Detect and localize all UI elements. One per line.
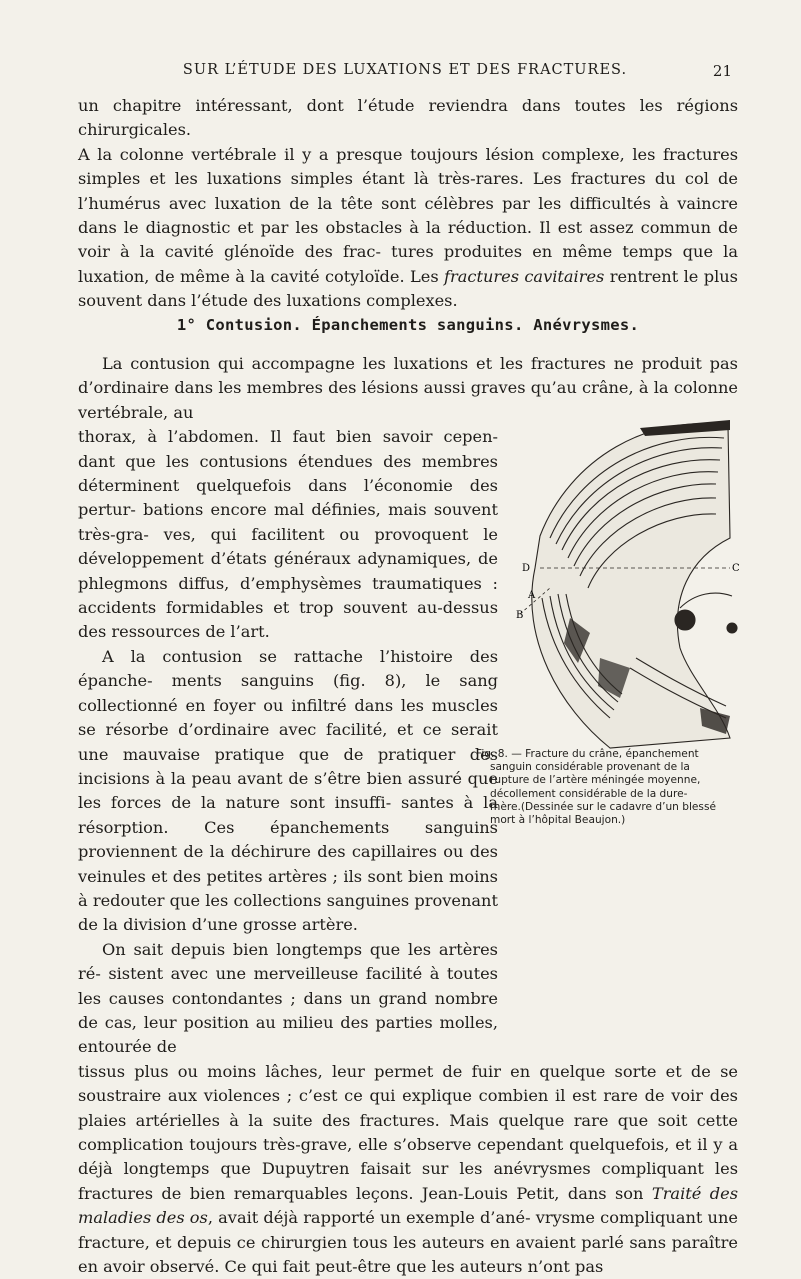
p4-narrow-1: On sait depuis bien longtemps que les artères ré- bbox=[78, 939, 498, 984]
p3-line-1: A la contusion se rattache l’histoire des épanche- bbox=[78, 646, 498, 691]
running-head bbox=[78, 62, 732, 86]
p2-line-1: La contusion qui accompagne les luxations et les fractures ne produit pas d’ordinaire bbox=[78, 354, 738, 398]
p4-full-5: sur les anévrysmes compliquant les fractures de bien remarquables leçons. Jean-Louis bbox=[78, 1159, 738, 1203]
paragraph-body bbox=[78, 143, 738, 314]
p4-final-2: parlé sans paraître en avoir observé. Ce qui fait peut-être que les auteurs n’ont pas bbox=[78, 1232, 738, 1277]
line-7: rentrent le plus souvent dans l’étude des luxations complexes. bbox=[78, 266, 738, 311]
section-heading: 1° Contusion. Épanchements sanguins. Anévrysmes. bbox=[176, 316, 640, 334]
p3-line-7: santes à la résorption. Ces épanchements sanguins bbox=[78, 793, 498, 837]
p3-line-5: pratiquer des incisions à la peau avant de s’être bbox=[78, 744, 498, 788]
p3-line-3: ou infiltré dans les muscles se résorbe d’ordinaire avec bbox=[78, 695, 498, 740]
p2-narrow-7: d’emphysèmes traumatiques : accidents formidables bbox=[78, 573, 498, 618]
p2-narrow-3: déterminent quelquefois dans l’économie des pertur- bbox=[78, 476, 498, 520]
caption-line-2: rupture de l’artère méningée moyenne, bbox=[490, 774, 701, 787]
p2-narrow-1: thorax, à l’abdomen. Il faut bien savoir cepen- bbox=[78, 427, 498, 447]
caption-title: Fig. 8. — Fracture du crâne, épanchement bbox=[476, 748, 699, 760]
skull-fracture-illustration bbox=[480, 418, 738, 748]
running-title: SUR L’ÉTUDE DES LUXATIONS ET DES FRACTURES. bbox=[182, 62, 628, 78]
p3-line-6: bien assuré que les forces de la nature sont insuffi- bbox=[78, 768, 498, 813]
figure-label-c: C bbox=[732, 563, 740, 574]
p4-final-1: vrysme compliquant une fracture, et depuis ce chirurgien tous les auteurs en avaient bbox=[78, 1208, 738, 1252]
figure-8 bbox=[476, 418, 740, 827]
paragraph-arteres-cont bbox=[78, 1060, 738, 1279]
line-1: un chapitre intéressant, dont l’étude reviendra dans toutes les régions chirurgicales. bbox=[78, 96, 738, 140]
page-number: 21 bbox=[712, 62, 732, 80]
paragraph-epanchements bbox=[78, 645, 498, 938]
p4-full-1: tissus plus ou moins lâches, leur permet de fuir en quelque sorte et de se soustraire bbox=[78, 1061, 738, 1106]
italic-term: fractures cavitaires bbox=[444, 266, 605, 286]
p2-narrow-2: dant que les contusions étendues des membres bbox=[78, 451, 498, 471]
p3-line-2: ments sanguins (fig. 8), le sang collectionné en foyer bbox=[78, 671, 499, 715]
paragraph-intro bbox=[78, 94, 738, 314]
figure-caption bbox=[476, 748, 741, 827]
p4-full-3: suite des fractures. Mais quelque rare que soit cette complication toujours très-grave, bbox=[78, 1110, 738, 1154]
paragraph-contusion-cont bbox=[78, 425, 498, 645]
caption-line-4: mère.(Dessinée sur le cadavre d’un blessé bbox=[490, 800, 716, 813]
paragraph-arteres bbox=[78, 938, 498, 1060]
italic-book-title: Traité des maladies des os bbox=[78, 1183, 738, 1228]
p4-line-petit-rest: , avait déjà rapporté un exemple d’ané- bbox=[207, 1208, 531, 1228]
line-5: les obstacles à la réduction. Il est assez commun de voir à la cavité glénoïde des frac- bbox=[78, 218, 738, 262]
p4-narrow-2: sistent avec une merveilleuse facilité à toutes les causes bbox=[78, 964, 498, 1008]
p4-full-4: elle s’observe cependant quelquefois, et il y a déjà longtemps que Dupuytren faisait bbox=[78, 1135, 738, 1179]
caption-line-5: mort à l’hôpital Beaujon.) bbox=[490, 814, 626, 827]
figure-label-d: D bbox=[522, 563, 531, 574]
narrow-column bbox=[78, 425, 498, 1060]
figure-label-b: B bbox=[516, 610, 524, 621]
line-2: A la colonne vertébrale il y a presque toujours lésion complexe, les fractures simples bbox=[78, 144, 738, 189]
p2-line-2: dans les membres des lésions aussi graves qu’au crâne, à la colonne vertébrale, au bbox=[78, 378, 738, 422]
p2-narrow-6: d’états généraux adynamiques, de phlegmons diffus, bbox=[78, 549, 499, 593]
p3-line-4: facilité, et ce serait une mauvaise pratique que de bbox=[78, 720, 498, 764]
caption-line-1: sanguin considérable provenant de la bbox=[490, 761, 690, 774]
caption-line-3: décollement considérable de la dure- bbox=[490, 787, 688, 800]
paragraph-line bbox=[78, 94, 738, 143]
line-4: luxation de la tête sont célèbres par les difficultés à vaincre dans le diagnostic et par bbox=[78, 193, 738, 238]
line-3: et les luxations simples étant là très-rares. Les fractures du col de l’humérus avec bbox=[78, 169, 738, 213]
figure-label-a: A bbox=[528, 590, 536, 601]
paragraph-contusion bbox=[78, 352, 738, 425]
p3-line-11: la division d’une grosse artère. bbox=[103, 915, 358, 935]
p2-narrow-5: ves, qui facilitent ou provoquent le développement bbox=[78, 524, 498, 569]
p3-line-8: proviennent de la déchirure des capillaires ou des bbox=[78, 842, 498, 862]
p2-narrow-4: bations encore mal définies, mais souvent très-gra- bbox=[78, 500, 498, 544]
p3-line-9: veinules et des petites artères ; ils sont bien moins à bbox=[78, 866, 498, 910]
p2-narrow-8: et trop souvent au-dessus des ressources de l’art. bbox=[78, 598, 499, 642]
p3-line-10: redouter que les collections sanguines provenant de bbox=[78, 890, 498, 935]
p4-full-2: aux violences ; c’est ce qui explique combien il est rare de voir des plaies artérielles à la bbox=[78, 1086, 738, 1130]
line-6: tures produites en même temps que la luxation, de même à la cavité cotyloïde. Les bbox=[78, 242, 739, 286]
p4-narrow-3: contondantes ; dans un grand nombre de cas, leur bbox=[78, 988, 499, 1032]
p4-line-petit: Petit, dans son bbox=[516, 1183, 652, 1203]
p4-narrow-4: position au milieu des parties molles, entourée de bbox=[78, 1012, 498, 1057]
